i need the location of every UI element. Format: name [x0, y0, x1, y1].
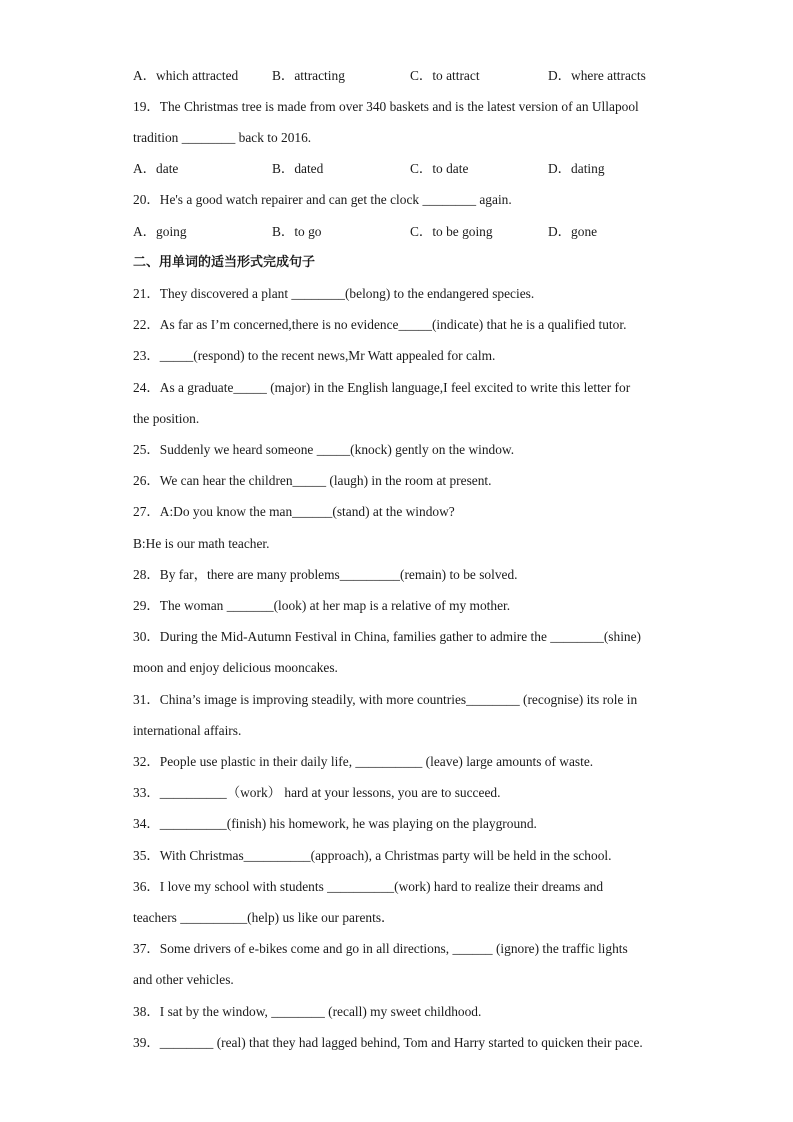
q19-option-d: D．dating — [548, 161, 605, 176]
q18-option-d: D．where attracts — [548, 68, 646, 83]
question-22: 22．As far as I’m concerned,there is no evidence_____(indicate) that he is a qualified tutor. — [133, 317, 627, 332]
question-24-line-2: the position. — [133, 411, 200, 426]
question-21: 21．They discovered a plant ________(belong) to the endangered species. — [133, 286, 535, 301]
question-34: 34．__________(finish) his homework, he was playing on the playground. — [133, 816, 537, 831]
question-37-line-1: 37．Some drivers of e-bikes come and go in all directions, ______ (ignore) the traffic lights — [133, 941, 628, 956]
q19-stem-line-2: tradition ________ back to 2016. — [133, 130, 312, 145]
q18-option-c: C．to attract — [410, 68, 480, 83]
question-37-line-2: and other vehicles. — [133, 972, 234, 987]
section-heading: 二、用单词的适当形式完成句子 — [133, 255, 316, 270]
q20-option-d: D．gone — [548, 224, 598, 239]
question-27-line-1: 27．A:Do you know the man______(stand) at the window? — [133, 504, 455, 519]
question-27-line-2: B:He is our math teacher. — [133, 536, 270, 551]
question-38: 38．I sat by the window, ________ (recall) my sweet childhood. — [133, 1004, 482, 1019]
question-30-line-1: 30．During the Mid-Autumn Festival in China, families gather to admire the ________(shine) — [133, 629, 642, 644]
question-32: 32．People use plastic in their daily life, __________ (leave) large amounts of waste. — [133, 754, 594, 769]
question-31-line-2: international affairs. — [133, 723, 242, 738]
question-35: 35．With Christmas__________(approach), a Christmas party will be held in the school. — [133, 848, 612, 863]
q18-option-a: A．which attracted — [133, 68, 239, 83]
q20-option-c: C．to be going — [410, 224, 493, 239]
q19-stem-line-1: 19．The Christmas tree is made from over 340 baskets and is the latest version of an Ullapool — [133, 99, 639, 114]
question-33: 33．__________（work） hard at your lessons, you are to succeed. — [133, 785, 501, 800]
question-28: 28．By far，there are many problems_________(remain) to be solved. — [133, 567, 518, 582]
question-25: 25．Suddenly we heard someone _____(knock) gently on the window. — [133, 442, 515, 457]
question-36-line-2: teachers __________(help) us like our parents． — [133, 910, 395, 925]
q18-option-b: B．attracting — [272, 68, 345, 83]
question-31-line-1: 31．China’s image is improving steadily, with more countries________ (recognise) its role in — [133, 692, 638, 707]
question-39: 39．________ (real) that they had lagged behind, Tom and Harry started to quicken their pace. — [133, 1035, 643, 1050]
q20-option-a: A．going — [133, 224, 187, 239]
question-29: 29．The woman _______(look) at her map is a relative of my mother. — [133, 598, 511, 613]
question-23: 23．_____(respond) to the recent news,Mr Watt appealed for calm. — [133, 348, 496, 363]
q19-option-b: B．dated — [272, 161, 324, 176]
q20-stem: 20．He's a good watch repairer and can get the clock ________ again. — [133, 192, 512, 207]
question-26: 26．We can hear the children_____ (laugh) in the room at present. — [133, 473, 492, 488]
q20-option-b: B．to go — [272, 224, 322, 239]
question-24-line-1: 24．As a graduate_____ (major) in the English language,I feel excited to write this letter for — [133, 380, 631, 395]
question-30-line-2: moon and enjoy delicious mooncakes. — [133, 660, 338, 675]
question-36-line-1: 36．I love my school with students __________(work) hard to realize their dreams and — [133, 879, 604, 894]
q19-option-c: C．to date — [410, 161, 469, 176]
q19-option-a: A．date — [133, 161, 179, 176]
